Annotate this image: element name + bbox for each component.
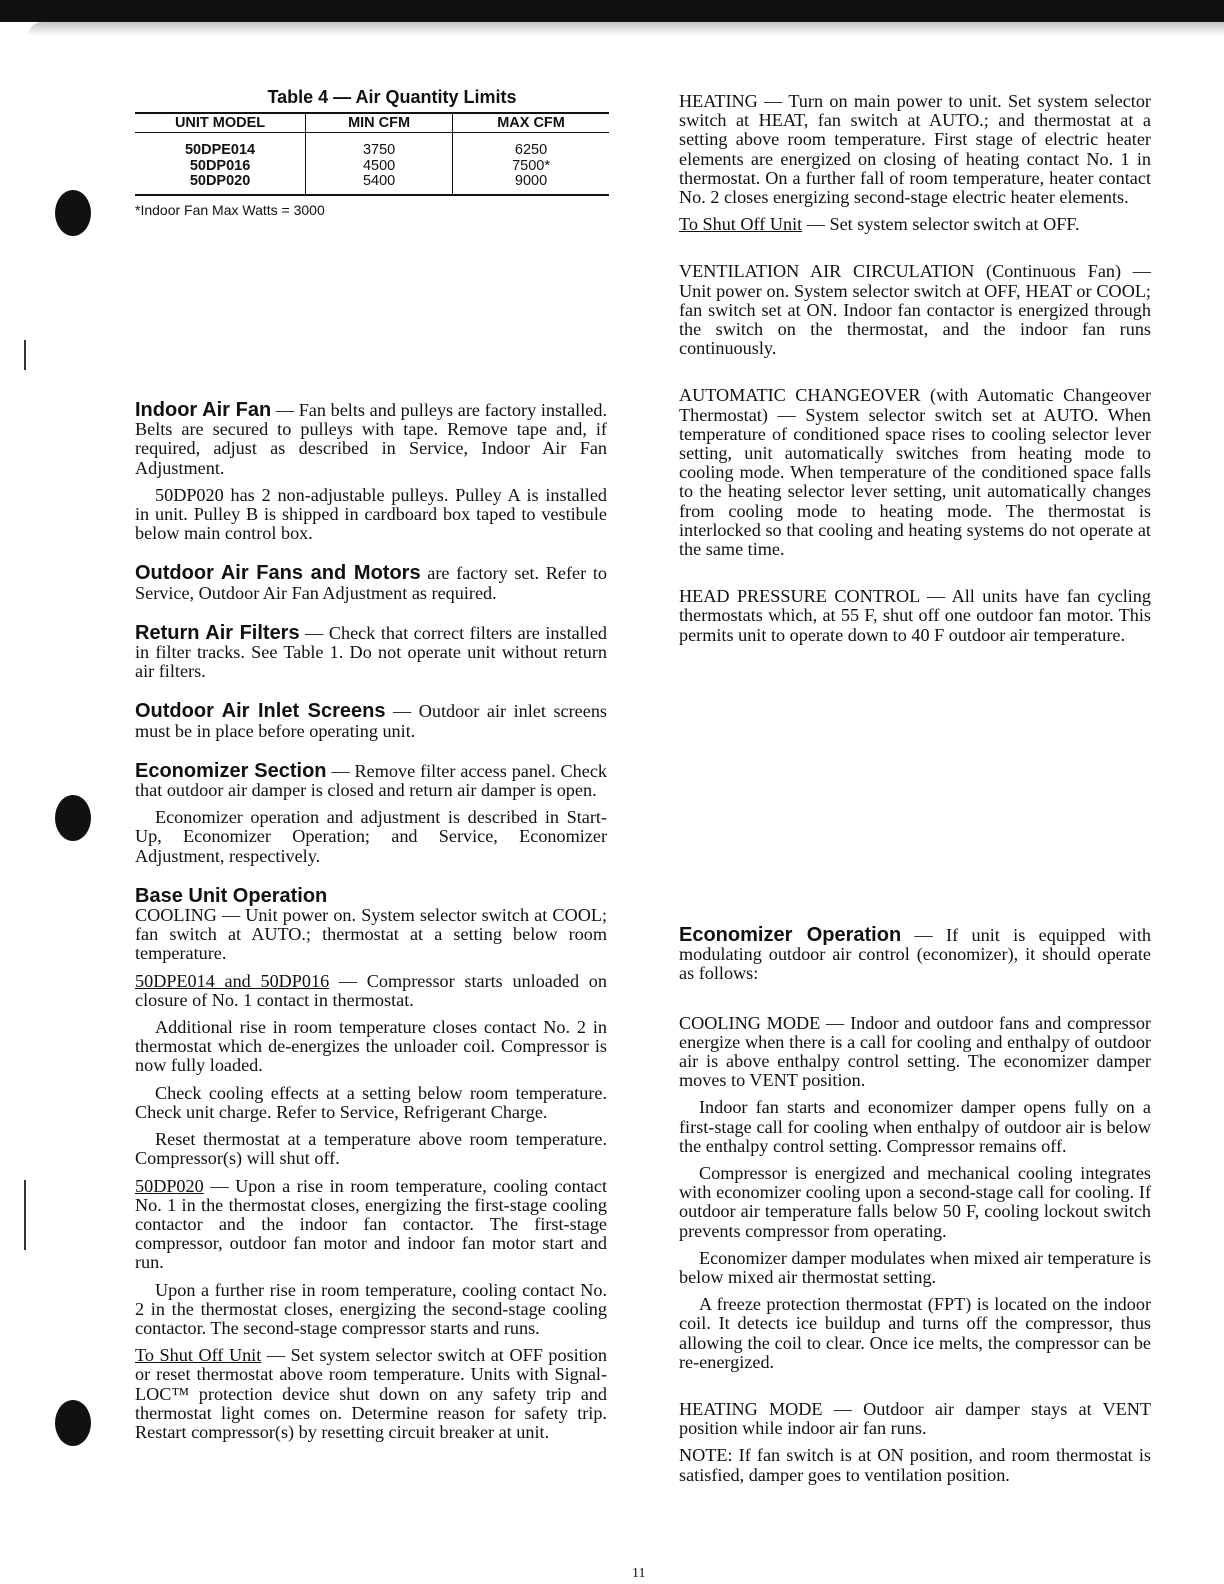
scan-mark (24, 1180, 26, 1250)
air-quantity-table-block (135, 87, 609, 218)
column-header: UNIT MODEL (135, 113, 306, 133)
economizer-section-text: — Remove filter access panel. Check that outdoor air damper is closed and return air damper is open. (135, 760, 608, 801)
heating-mode-paragraph: HEATING MODE — Outdoor air damper stays at VENT position while indoor air fan runs. (679, 1399, 1151, 1439)
inlet-screens-heading: Outdoor Air Inlet Screens (135, 700, 386, 723)
economizer-operation-heading: Economizer Operation (679, 924, 902, 946)
scan-mark (24, 340, 26, 370)
max-cfm-cell: 6250 (453, 133, 609, 159)
dp020-paragraph (135, 1177, 607, 1273)
outdoor-fans-text: are factory set. Refer to Service, Outdoor Air Fan Adjustment as required. (135, 563, 608, 603)
reset-thermostat-paragraph: Reset thermostat at a temperature above room temperature. Compressor(s) will shut off. (135, 1129, 607, 1169)
return-filters-heading: Return Air Filters (135, 621, 300, 644)
head-pressure-paragraph: HEAD PRESSURE CONTROL — All units have fan cycling thermostats which, at 55 F, shut off one outdoor fan motor. This permits unit to operate down to 40 F outdoor air temperature. (679, 586, 1151, 645)
compressor-energized-paragraph: Compressor is energized and mechanical cooling integrates with economizer cooling upon a second-stage call for cooling. If outdoor air temperature falls below 50 F, cooling lockout switch prevents compressor from operating. (679, 1163, 1151, 1241)
indoor-air-fan-heading: Indoor Air Fan (135, 399, 272, 421)
binder-hole-middle (55, 795, 91, 841)
heat-shut-off-paragraph (679, 215, 1151, 234)
column-header: MAX CFM (453, 113, 609, 133)
cooling-mode-paragraph: COOLING MODE — Indoor and outdoor fans and compressor energize when there is a call for cooling and enthalpy of outdoor air is above enthalpy control setting. The economizer damper moves to VENT position. (679, 1012, 1151, 1091)
max-cfm-cell: 9000 (453, 174, 609, 195)
automatic-changeover-paragraph: AUTOMATIC CHANGEOVER (with Automatic Changeover Thermostat) — System selector switch set at AUTO. When temperature of conditioned space rises to cooling selector lever setting, unit automatically switches from heating mode to cooling mode. When temperature of the conditioned space falls to the heating selector lever setting, unit automatically changes from cooling mode to heating mode. The thermostat is interlocked so that cooling and heating systems do not operate at the same time. (679, 385, 1151, 560)
table-row (135, 174, 609, 195)
binder-hole-bottom (55, 1400, 91, 1446)
pulley-paragraph: 50DP020 has 2 non-adjustable pulleys. Pulley A is installed in unit. Pulley B is shipped in cardboard box taped to vestibule below main control box. (135, 484, 607, 544)
heating-paragraph: HEATING — Turn on main power to unit. Set system selector switch at HEAT, fan switch at AUTO.; and thermostat at a setting above room temperature. First stage of electric heater elements are energized on closing of heating contact No. 1 in thermostat. On a further fall of room temperature, heater contact No. 2 closes energizing second-stage electric heater elements. (679, 91, 1151, 208)
heat-shut-off-text: — Set system selector switch at OFF. (802, 214, 1080, 235)
unit-model-cell: 50DP020 (135, 174, 306, 195)
page-number: 11 (632, 1566, 646, 1581)
right-column-top (679, 92, 1151, 645)
unit-model-cell: 50DPE014 (184, 142, 256, 158)
economizer-adjustment-paragraph: Economizer operation and adjustment is described in Start-Up, Economizer Operation; and Service, Economizer Adjustment, respectively. (135, 807, 607, 866)
dp020-label: 50DP020 (135, 1175, 204, 1196)
binder-hole-top (55, 190, 91, 236)
shut-off-paragraph (135, 1346, 607, 1442)
models-text: — Compressor starts unloaded on closure of No. 1 contact in thermostat. (135, 970, 607, 1010)
table-row (135, 133, 609, 159)
indoor-air-fan-paragraph (135, 401, 607, 478)
economizer-operation-paragraph (679, 926, 1151, 984)
economizer-section-paragraph (135, 759, 608, 801)
ventilation-paragraph: VENTILATION AIR CIRCULATION (Continuous Fan) — Unit power on. System selector switch at OFF, HEAT or COOL; fan switch set at ON. Indoor fan contactor is energized through the switch on the thermostat, and the indoor fan runs continuously. (679, 261, 1151, 359)
unit-model-cell: 50DP016 (189, 157, 251, 174)
left-column (135, 401, 607, 1442)
indoor-fan-starts-paragraph: Indoor fan starts and economizer damper opens fully on a first-stage call for cooling when enthalpy of outdoor air is below the enthalpy control setting. Compressor remains off. (679, 1097, 1151, 1156)
air-quantity-table (135, 112, 609, 196)
additional-rise-paragraph: Additional rise in room temperature closes contact No. 2 in thermostat which de-energizes the unloader coil. Compressor is now fully loaded. (135, 1017, 607, 1076)
dp020-text: — Upon a rise in room temperature, cooling contact No. 1 in the thermostat closes, energizing the first-stage cooling contactor and the indoor fan contactor. The first-stage compressor, outdoor fan motor and indoor fan motor start and run. (135, 1175, 607, 1273)
indoor-air-fan-text: — Fan belts and pulleys are factory installed. Belts are secured to pulleys with tape. Remove tape and, if required, adjust as described in Service, Indoor Air Fan Adjustment. (135, 400, 607, 478)
return-filters-paragraph (135, 621, 607, 682)
table-footnote: *Indoor Fan Max Watts = 3000 (135, 201, 325, 218)
table-header-row (135, 113, 609, 133)
min-cfm-cell: 5400 (306, 174, 453, 195)
right-column-bottom (679, 926, 1151, 1485)
min-cfm-cell: 3750 (306, 133, 453, 159)
return-filters-text: — Check that correct filters are installed in filter tracks. See Table 1. Do not operate unit without return air filters. (135, 622, 607, 682)
note-paragraph: NOTE: If fan switch is at ON position, and room thermostat is satisfied, damper goes to ventilation position. (679, 1445, 1151, 1485)
table-caption: Table 4 — Air Quantity Limits (267, 87, 517, 107)
models-label: 50DPE014 and 50DP016 (135, 970, 330, 991)
models-paragraph (135, 972, 607, 1010)
shut-off-text: — Set system selector switch at OFF position or reset thermostat above room temperature. Units with Signal-LOC™ protection device shut down on any safety trip and thermostat light comes on. Determine reason for safety trip. Restart compressor(s) by resetting circuit breaker at unit. (135, 1345, 607, 1442)
check-cooling-paragraph: Check cooling effects at a setting below room temperature. Check unit charge. Refer to Service, Refrigerant Charge. (135, 1082, 607, 1122)
min-cfm-cell: 4500 (306, 159, 453, 175)
inlet-screens-text: — Outdoor air inlet screens must be in place before operating unit. (135, 701, 607, 741)
shut-off-label: To Shut Off Unit (135, 1345, 262, 1366)
outdoor-fans-paragraph (135, 564, 607, 602)
column-header: MIN CFM (306, 113, 453, 133)
scan-top-edge (0, 0, 1224, 22)
table-row (135, 159, 609, 175)
max-cfm-cell: 7500* (453, 159, 609, 175)
outdoor-fans-heading: Outdoor Air Fans and Motors (135, 562, 421, 585)
cooling-paragraph: COOLING — Unit power on. System selector switch at COOL; fan switch at AUTO.; thermostat at a setting below room temperature. (135, 905, 607, 964)
base-unit-operation-heading: Base Unit Operation (135, 884, 328, 907)
freeze-protection-paragraph: A freeze protection thermostat (FPT) is located on the indoor coil. It detects ice buildup and turns off the compressor, thus allowing the coil to clear. Once ice melts, the compressor can be re-energized. (679, 1294, 1151, 1372)
further-rise-paragraph: Upon a further rise in room temperature, cooling contact No. 2 in the thermostat closes, energizing the second-stage cooling contactor. The second-stage compressor starts and runs. (135, 1279, 607, 1338)
scan-page-curl (28, 22, 1224, 36)
economizer-operation-text: — If unit is equipped with modulating outdoor air control (economizer), it should operate as follows: (679, 925, 1151, 984)
economizer-section-heading: Economizer Section (135, 759, 327, 782)
inlet-screens-paragraph (135, 702, 607, 740)
damper-modulates-paragraph: Economizer damper modulates when mixed air temperature is below mixed air thermostat setting. (679, 1247, 1151, 1288)
heat-shut-off-label: To Shut Off Unit (679, 214, 803, 235)
